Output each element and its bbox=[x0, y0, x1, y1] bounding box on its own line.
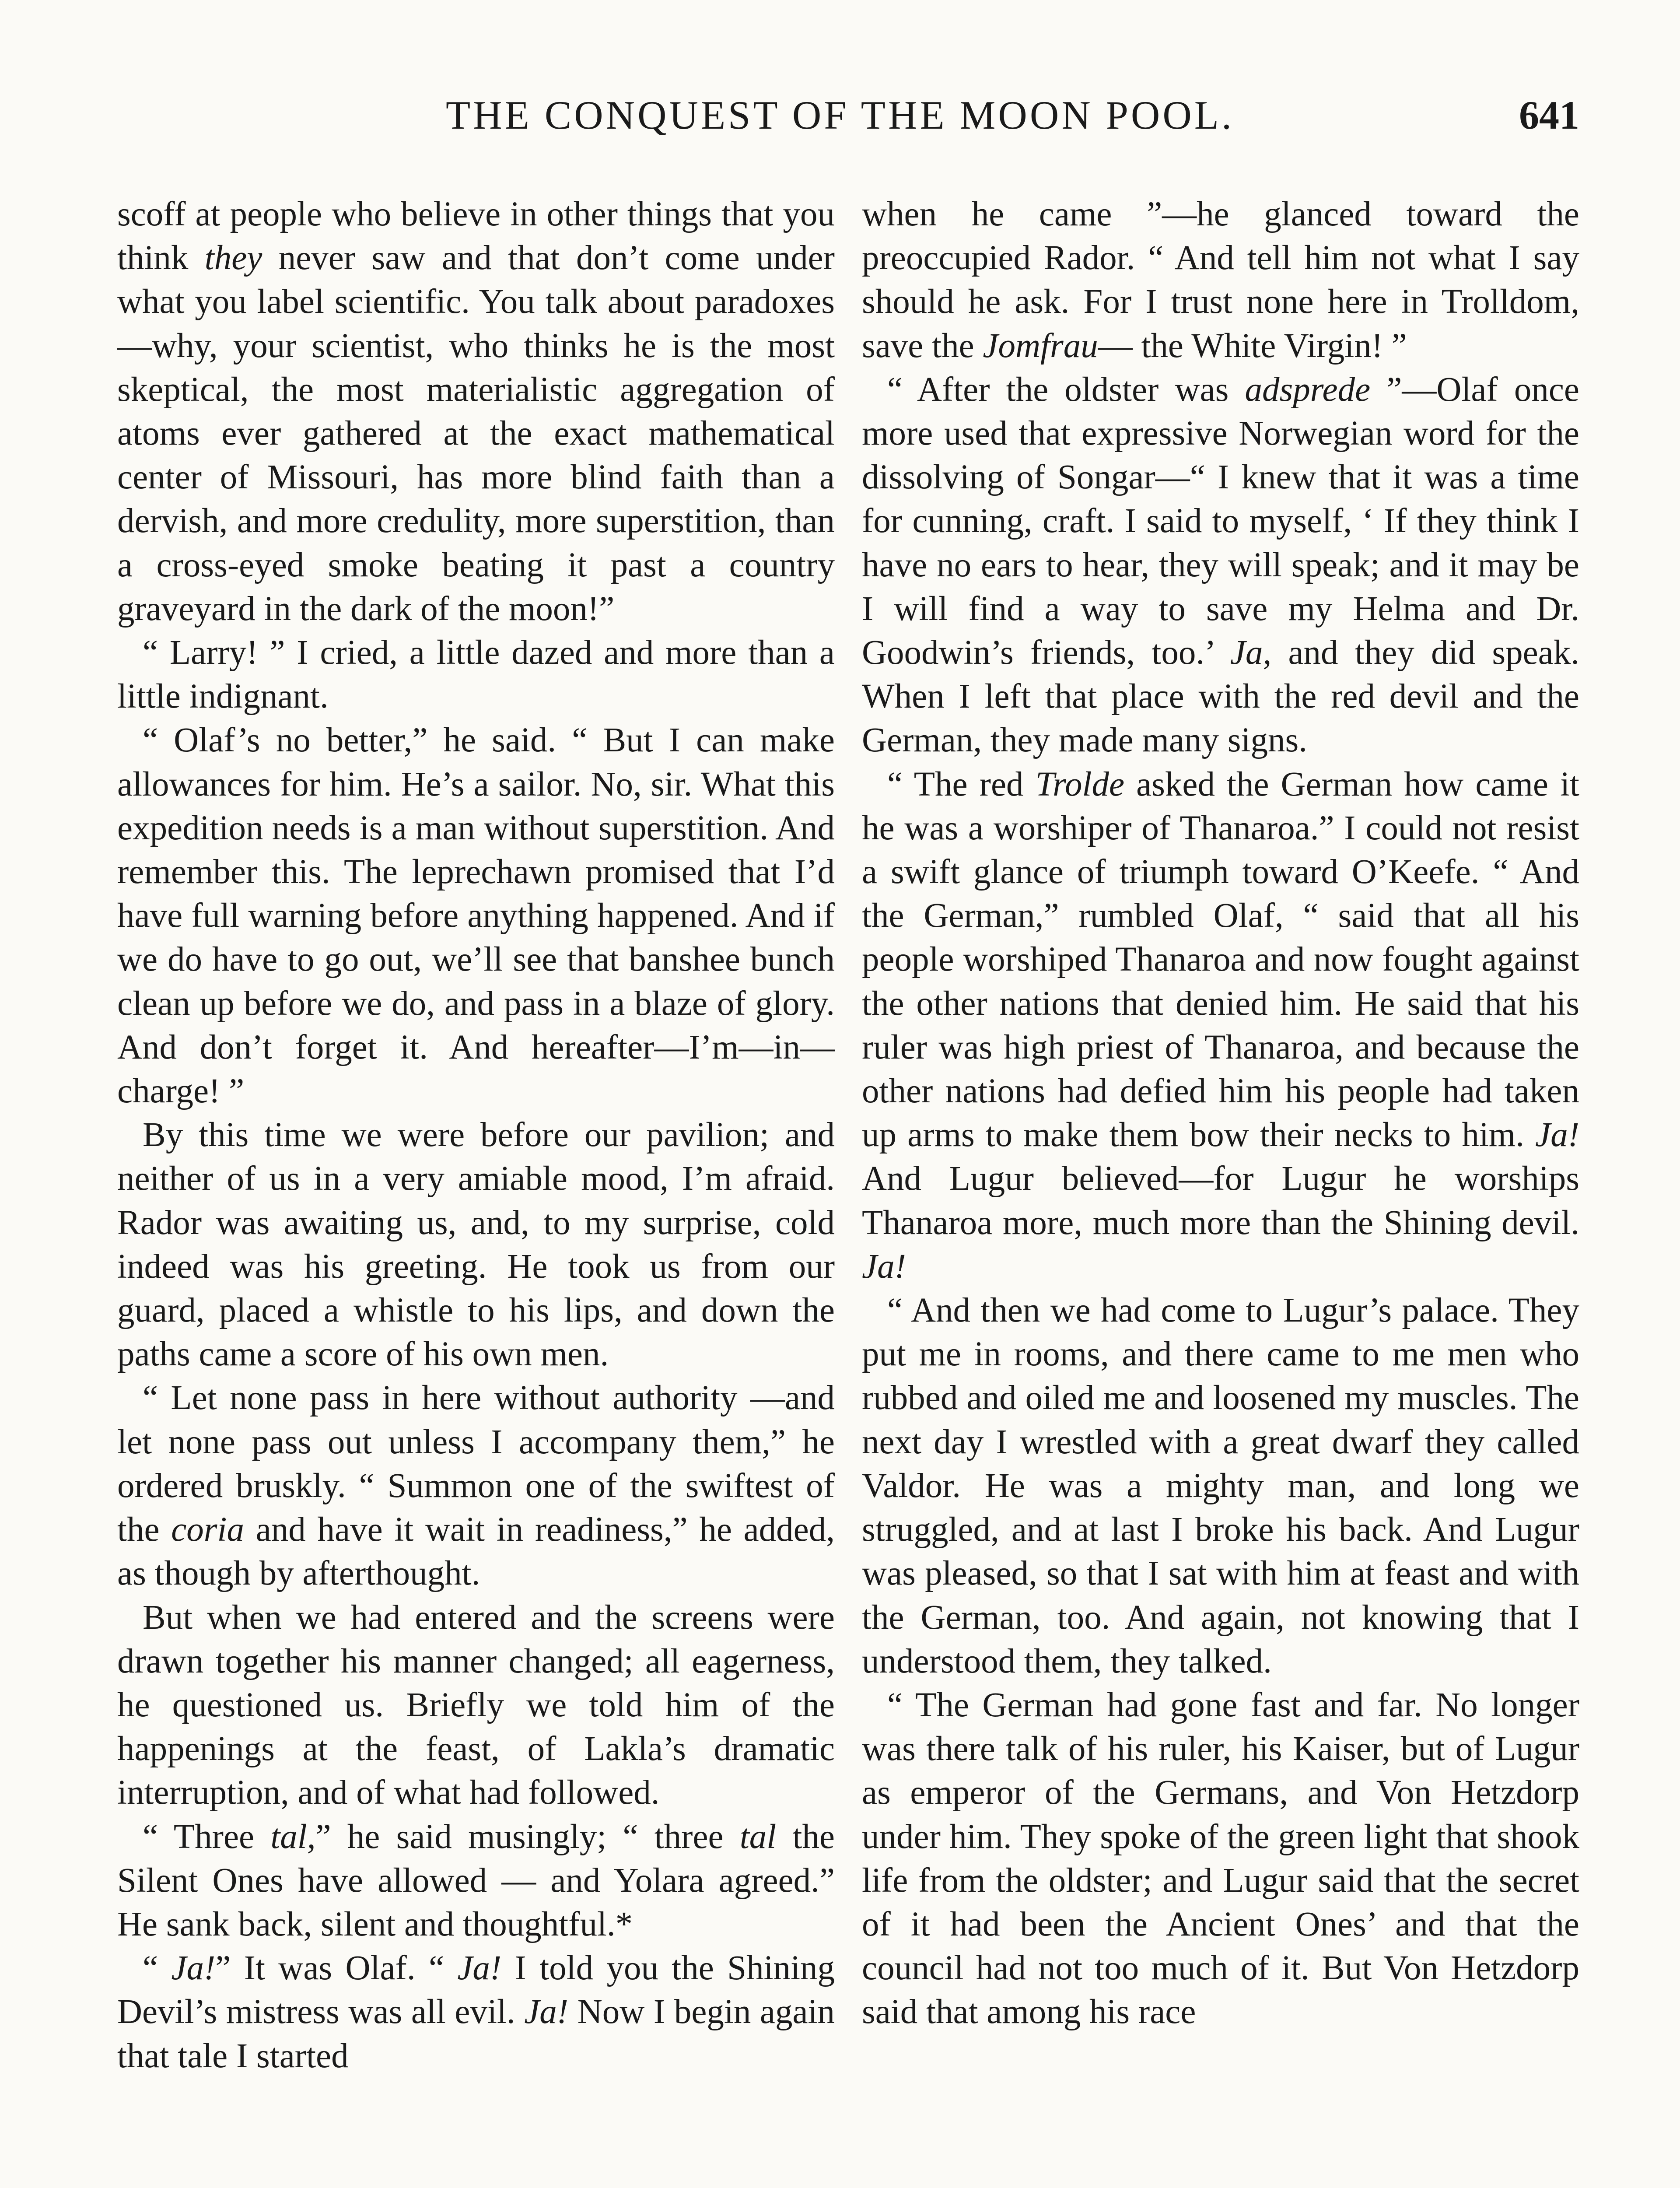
paragraph: “ After the oldster was adsprede ”—Olaf once more used that expressive Norwegian word for the dissolving of Songar—“ I knew that it was a time for cunning, craft. I said to myself, ‘ If they think I have no ears to hear, they will speak; and it may be I will find a way to save my Helma and Dr. Goodwin’s friends, too.’ Ja, and they did speak. When I left that place with the red devil and the German, they made many signs. bbox=[862, 370, 1579, 760]
paragraph: But when we had entered and the screens were drawn together his manner changed; all eagerness, he questioned us. Briefly we told him of the happenings at the feast, of Lakla’s dramatic interruption, and of what had followed. bbox=[117, 1598, 835, 1812]
left-column bbox=[117, 193, 835, 2078]
paragraph: “ Larry! ” I cried, a little dazed and more than a little indignant. bbox=[117, 634, 835, 716]
paragraph: “ The red Trolde asked the German how came it he was a worshiper of Thanaroa.” I could not resist a swift glance of triumph toward O’Keefe. “ And the German,” rumbled Olaf, “ said that all his people worshiped Thanaroa and now fought against the other nations that denied him. He said that his ruler was high priest of Thanaroa, and because the other nations had defied him his people had taken up arms to make them bow their necks to him. Ja! And Lugur believed—for Lugur he worships Thanaroa more, much more than the Shining devil. Ja! bbox=[862, 765, 1579, 1286]
paragraph: “ Three tal,” he said musingly; “ three tal the Silent Ones have allowed — and Yolara agreed.” He sank back, silent and thoughtful.* bbox=[117, 1817, 835, 1943]
page-header bbox=[0, 92, 1680, 144]
page-number: 641 bbox=[1519, 93, 1579, 137]
right-column bbox=[862, 193, 1579, 2034]
paragraph: “ Olaf’s no better,” he said. “ But I can make allowances for him. He’s a sailor. No, sir. What this expedition needs is a man without superstition. And remember this. The leprechawn promised that I’d have full warning before anything happened. And if we do have to go out, we’ll see that banshee bunch clean up before we do, and pass in a blaze of glory. And don’t forget it. And hereafter—I’m—in—charge! ” bbox=[117, 721, 835, 1111]
paragraph: “ Let none pass in here without authority —and let none pass out unless I accompany them,” he ordered bruskly. “ Summon one of the swiftest of the coria and have it wait in readiness,” he added, as though by afterthought. bbox=[117, 1379, 835, 1593]
paragraph: “ The German had gone fast and far. No longer was there talk of his ruler, his Kaiser, but of Lugur as emperor of the Germans, and Von Hetzdorp under him. They spoke of the green light that shook life from the oldster; and Lugur said that the secret of it had been the Ancient Ones’ and that the council had not too much of it. But Von Hetzdorp said that among his race bbox=[862, 1686, 1579, 2031]
paragraph: scoff at people who believe in other things that you think they never saw and that don’t come under what you label scientific. You talk about paradoxes—why, your scientist, who thinks he is the most skeptical, the most materialistic aggregation of atoms ever gathered at the exact mathematical center of Missouri, has more blind faith than a dervish, and more credulity, more superstition, than a cross-eyed smoke beating it past a country graveyard in the dark of the moon!” bbox=[117, 195, 835, 628]
paragraph: when he came ”—he glanced toward the preoccupied Rador. “ And tell him not what I say should he ask. For I trust none here in Trolldom, save the Jomfrau— the White Virgin! ” bbox=[862, 195, 1579, 365]
paragraph: “ Ja!” It was Olaf. “ Ja! I told you the Shining Devil’s mistress was all evil. Ja! Now I begin again that tale I started bbox=[117, 1949, 835, 2075]
paragraph: By this time we were before our pavilion; and neither of us in a very amiable mood, I’m afraid. Rador was awaiting us, and, to my surprise, cold indeed was his greeting. He took us from our guard, placed a whistle to his lips, and down the paths came a score of his own men. bbox=[117, 1116, 835, 1374]
paragraph: “ And then we had come to Lugur’s palace. They put me in rooms, and there came to me men who rubbed and oiled me and loosened my muscles. The next day I wrestled with a great dwarf they called Valdor. He was a mighty man, and long we struggled, and at last I broke his back. And Lugur was pleased, so that I sat with him at feast and with the German, too. And again, not knowing that I understood them, they talked. bbox=[862, 1291, 1579, 1680]
running-title: THE CONQUEST OF THE MOON POOL. bbox=[446, 93, 1234, 137]
